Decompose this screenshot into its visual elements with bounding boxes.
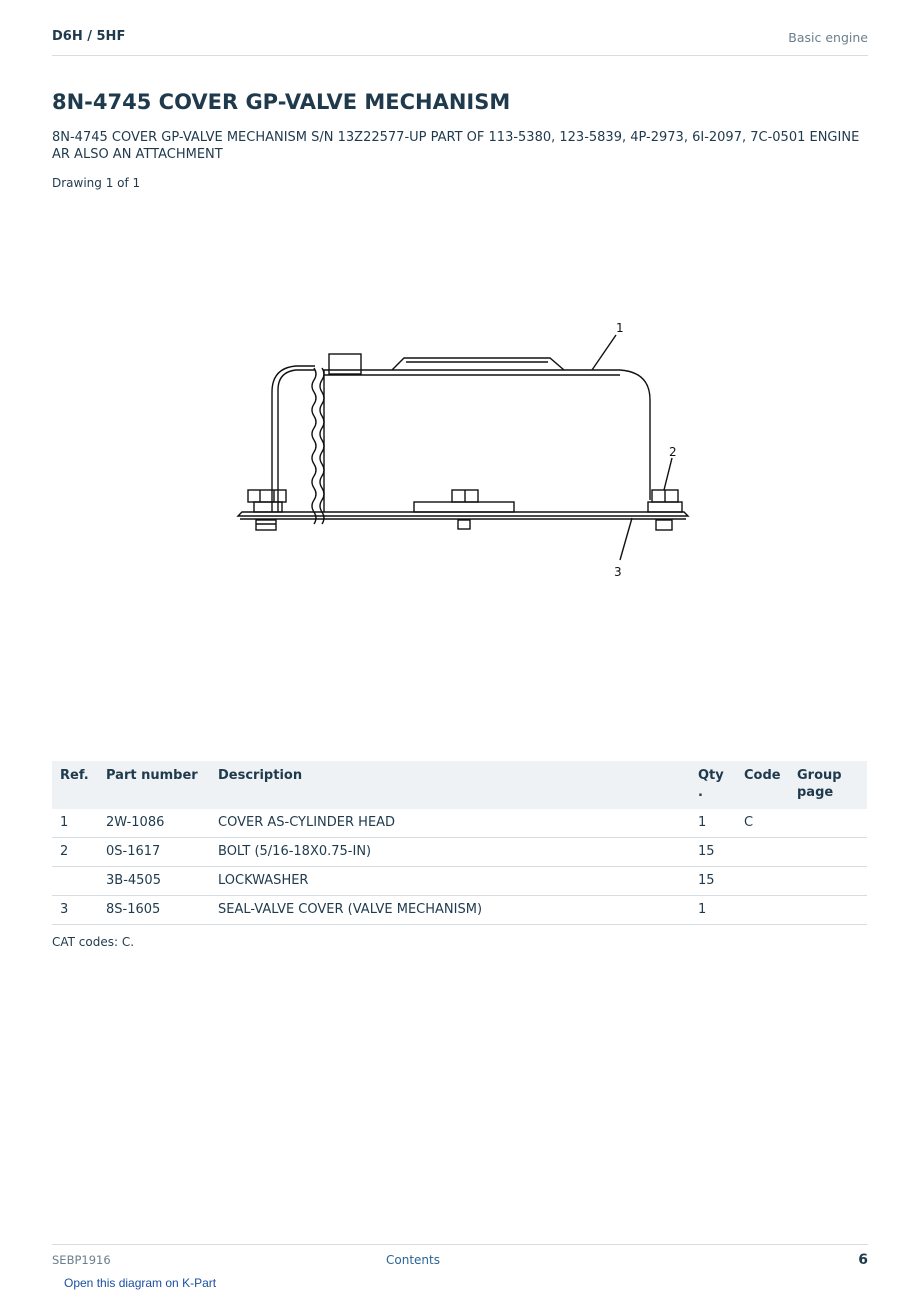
table-header-row xyxy=(52,761,867,809)
row-ref: 3 xyxy=(52,896,98,925)
callout-1: 1 xyxy=(616,321,624,335)
col-ref: Ref. xyxy=(52,761,98,809)
break-line-left xyxy=(312,368,316,524)
col-qty: Qty . xyxy=(690,761,736,809)
row-part-number: 3B-4505 xyxy=(98,867,210,896)
header-section: Basic engine xyxy=(788,30,868,45)
row-code xyxy=(736,867,789,896)
footer-divider xyxy=(52,1244,868,1245)
leader-2 xyxy=(664,458,672,490)
callout-2: 2 xyxy=(669,445,677,459)
row-qty: 1 xyxy=(690,896,736,925)
top-rib xyxy=(392,358,564,370)
row-group-page xyxy=(789,896,867,925)
row-qty: 15 xyxy=(690,867,736,896)
parts-table xyxy=(52,761,867,925)
row-part-number: 2W-1086 xyxy=(98,809,210,838)
kpart-link[interactable]: Open this diagram on K-Part xyxy=(64,1276,217,1290)
row-description: BOLT (5/16-18X0.75-IN) xyxy=(210,838,690,867)
bolt-right xyxy=(648,490,682,530)
table-row xyxy=(52,867,867,896)
contents-link[interactable]: Contents xyxy=(386,1253,440,1267)
callout-3: 3 xyxy=(614,565,622,579)
row-part-number: 8S-1605 xyxy=(98,896,210,925)
col-description: Description xyxy=(210,761,690,809)
col-code: Code xyxy=(736,761,789,809)
table-row xyxy=(52,809,867,838)
drawing-label: Drawing 1 of 1 xyxy=(52,176,141,190)
breather-box xyxy=(329,354,361,374)
header-model: D6H / 5HF xyxy=(52,29,126,44)
row-group-page xyxy=(789,867,867,896)
table-row xyxy=(52,838,867,867)
row-group-page xyxy=(789,838,867,867)
cover-left-section xyxy=(278,370,315,512)
header-divider xyxy=(52,55,868,56)
leader-1 xyxy=(592,335,616,370)
table-row xyxy=(52,896,867,925)
row-code: C xyxy=(736,809,789,838)
footer-doc-id: SEBP1916 xyxy=(52,1253,111,1267)
bolt-center xyxy=(452,490,478,529)
row-part-number: 0S-1617 xyxy=(98,838,210,867)
leader-3 xyxy=(620,518,632,560)
cover-body xyxy=(324,370,650,512)
row-description: LOCKWASHER xyxy=(210,867,690,896)
row-description: COVER AS-CYLINDER HEAD xyxy=(210,809,690,838)
page-number: 6 xyxy=(858,1252,868,1268)
row-ref xyxy=(52,867,98,896)
row-description: SEAL-VALVE COVER (VALVE MECHANISM) xyxy=(210,896,690,925)
parts-diagram xyxy=(220,200,700,730)
row-group-page xyxy=(789,809,867,838)
row-code xyxy=(736,838,789,867)
row-ref: 2 xyxy=(52,838,98,867)
col-group-page: Group page xyxy=(789,761,867,809)
row-ref: 1 xyxy=(52,809,98,838)
col-part-number: Part number xyxy=(98,761,210,809)
page-title: 8N-4745 COVER GP-VALVE MECHANISM xyxy=(52,90,511,114)
cat-codes-note: CAT codes: C. xyxy=(52,935,135,949)
row-qty: 1 xyxy=(690,809,736,838)
row-qty: 15 xyxy=(690,838,736,867)
row-code xyxy=(736,896,789,925)
bolt-left xyxy=(248,490,286,530)
page-description: 8N-4745 COVER GP-VALVE MECHANISM S/N 13Z22577-UP PART OF 113-5380, 123-5839, 4P-2973, 6I-2097, 7C-0501 ENGINE AR ALSO AN ATTACHMENT xyxy=(52,130,860,162)
